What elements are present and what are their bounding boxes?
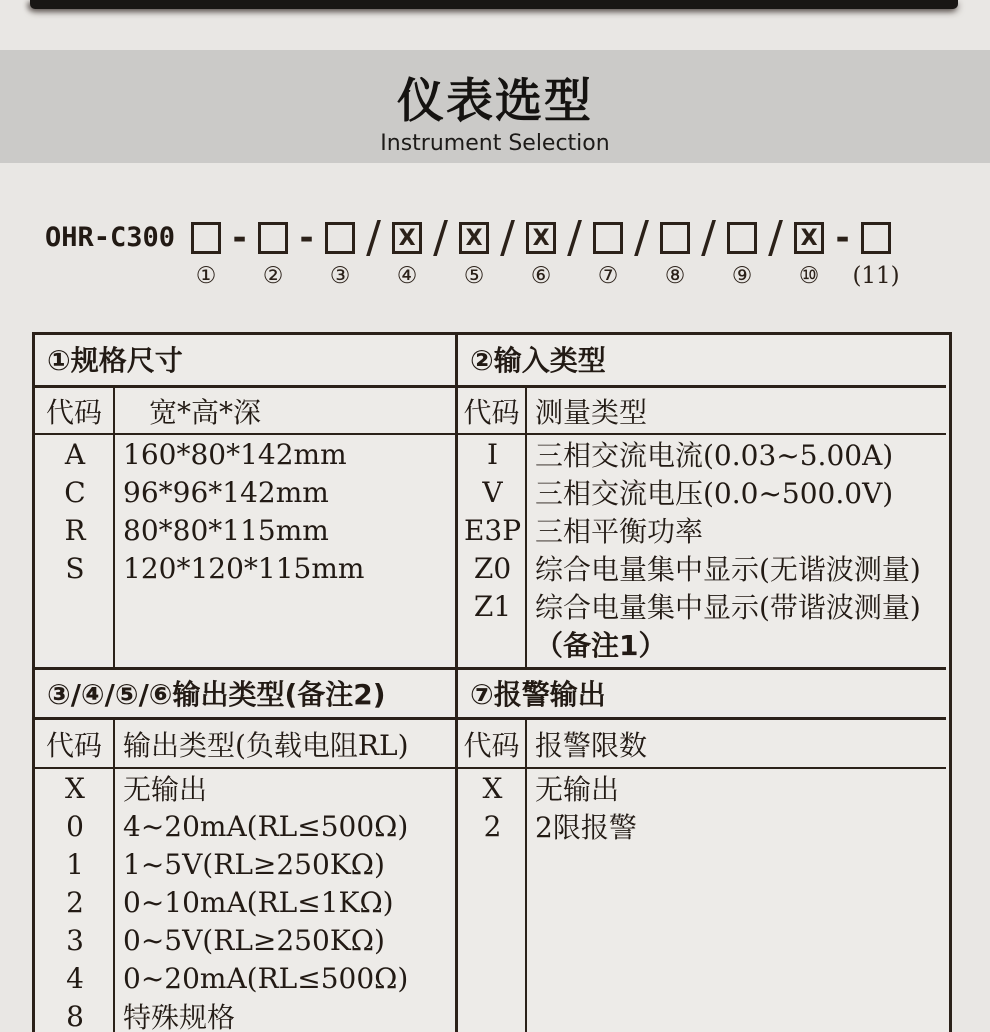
table-row — [35, 511, 455, 549]
model-separator: / — [567, 212, 582, 263]
model-slot-number: ⑨ — [731, 263, 753, 289]
table-row — [458, 549, 946, 587]
table-row — [458, 587, 946, 625]
model-separator: / — [366, 212, 381, 263]
model-slot — [392, 212, 459, 289]
model-separator: / — [768, 212, 783, 263]
model-separator: - — [299, 218, 314, 258]
model-box: X — [526, 222, 556, 254]
row-code: X — [65, 771, 85, 805]
spec-table-header — [35, 388, 455, 435]
row-code: C — [64, 475, 86, 509]
row-desc: 综合电量集中显示(带谐波测量) — [535, 591, 921, 624]
row-desc: 特殊规格 — [123, 1001, 236, 1032]
model-code-diagram — [45, 212, 928, 289]
model-separator: - — [835, 218, 850, 258]
model-slot — [191, 220, 258, 289]
table-row — [458, 473, 946, 511]
table-row — [458, 435, 946, 473]
output-table-title: ③/④/⑤/⑥输出类型(备注2) — [35, 667, 455, 720]
alarm-col-code: 代码 — [458, 720, 527, 767]
row-code: 2 — [483, 809, 502, 843]
model-separator: / — [701, 212, 716, 263]
model-separator: / — [634, 212, 649, 263]
row-desc: 1~5V(RL≥250KΩ) — [123, 847, 385, 881]
row-code: 2 — [66, 885, 84, 919]
model-separator: - — [232, 218, 247, 258]
model-prefix: OHR-C300 — [45, 222, 176, 253]
table-row — [458, 807, 946, 845]
model-slot — [852, 220, 928, 289]
row-desc: （备注1） — [535, 629, 667, 662]
row-code: I — [486, 437, 499, 471]
row-code: X — [482, 771, 503, 805]
row-code: 3 — [66, 923, 84, 957]
row-desc: 120*120*115mm — [123, 551, 365, 585]
model-box — [660, 222, 690, 254]
input-table-body — [458, 435, 946, 667]
output-col-code: 代码 — [35, 720, 115, 767]
page-subtitle: Instrument Selection — [380, 131, 610, 156]
row-desc: 2限报警 — [535, 811, 637, 844]
model-slot-number: ⑤ — [463, 263, 485, 289]
right-table-column — [458, 335, 946, 1032]
model-slot-number: ② — [262, 263, 284, 289]
model-separator: / — [500, 212, 515, 263]
row-desc: 4~20mA(RL≤500Ω) — [123, 809, 409, 843]
model-box — [325, 222, 355, 254]
row-code — [458, 625, 527, 663]
alarm-table-body — [458, 769, 946, 1032]
model-box: X — [459, 222, 489, 254]
row-desc: 0~20mA(RL≤500Ω) — [123, 961, 409, 995]
selection-tables — [32, 332, 952, 1032]
model-slot — [459, 212, 526, 289]
table-row — [35, 997, 455, 1032]
model-slot-number: ① — [195, 263, 217, 289]
row-desc: 0~10mA(RL≤1KΩ) — [123, 885, 394, 919]
table-row — [35, 845, 455, 883]
model-separator: / — [433, 212, 448, 263]
row-desc: 三相平衡功率 — [535, 515, 704, 548]
model-slot — [593, 212, 660, 289]
model-slot-number: ⑧ — [664, 263, 686, 289]
row-code: V — [482, 475, 503, 509]
input-col-code: 代码 — [458, 388, 527, 433]
model-slot — [794, 220, 861, 289]
output-table-header — [35, 720, 455, 769]
input-table-header — [458, 388, 946, 435]
model-slot-number: ⑥ — [530, 263, 552, 289]
row-code: 0 — [66, 809, 84, 843]
model-slot — [258, 220, 325, 289]
spec-col-code: 代码 — [35, 388, 115, 433]
row-code: A — [64, 437, 86, 471]
table-row — [35, 883, 455, 921]
model-box — [258, 222, 288, 254]
row-desc: 80*80*115mm — [123, 513, 329, 547]
table-row — [35, 769, 455, 807]
output-col-desc: 输出类型(负载电阻RL) — [123, 728, 409, 762]
output-table-body — [35, 769, 455, 1032]
row-code: 1 — [66, 847, 84, 881]
table-row — [35, 473, 455, 511]
spec-table-body — [35, 435, 455, 667]
table-row — [35, 435, 455, 473]
page-title: 仪表选型 — [397, 74, 593, 129]
row-code: Z0 — [473, 551, 512, 585]
model-box — [861, 222, 891, 254]
left-table-column — [35, 335, 458, 1032]
row-code: R — [64, 513, 86, 547]
alarm-col-desc: 报警限数 — [535, 728, 648, 762]
model-box — [191, 222, 221, 254]
model-slot-number: ④ — [396, 263, 418, 289]
row-desc: 0~5V(RL≥250KΩ) — [123, 923, 385, 957]
table-row — [458, 625, 946, 663]
model-slot-number: (11) — [852, 263, 900, 289]
table-row — [458, 769, 946, 807]
model-slots — [191, 212, 928, 289]
row-code: S — [65, 551, 85, 585]
alarm-table-title: ⑦报警输出 — [458, 667, 946, 720]
table-row — [35, 807, 455, 845]
row-code: 8 — [66, 999, 84, 1032]
row-desc: 96*96*142mm — [123, 475, 329, 509]
input-col-desc: 测量类型 — [535, 395, 648, 429]
spec-col-desc: 宽*高*深 — [149, 395, 262, 429]
row-desc: 无输出 — [535, 773, 620, 806]
spec-table-title: ①规格尺寸 — [35, 335, 455, 388]
row-code: Z1 — [473, 589, 512, 623]
model-slot-number: ⑩ — [798, 263, 820, 289]
alarm-table-header — [458, 720, 946, 769]
model-box — [593, 222, 623, 254]
row-desc: 无输出 — [123, 773, 208, 806]
table-row — [35, 959, 455, 997]
model-box: X — [392, 222, 422, 254]
model-slot-number: ⑦ — [597, 263, 619, 289]
row-desc: 综合电量集中显示(无谐波测量) — [535, 553, 921, 586]
row-desc: 三相交流电压(0.0~500.0V) — [535, 477, 894, 510]
model-box: X — [794, 222, 824, 254]
table-row — [35, 549, 455, 587]
top-black-bar — [30, 0, 958, 9]
row-code: 4 — [66, 961, 84, 995]
model-slot — [660, 212, 727, 289]
model-slot — [325, 212, 392, 289]
row-desc: 三相交流电流(0.03~5.00A) — [535, 439, 894, 472]
title-band — [0, 50, 990, 163]
input-table-title: ②输入类型 — [458, 335, 946, 388]
table-row — [35, 921, 455, 959]
row-desc: 160*80*142mm — [123, 437, 347, 471]
table-row — [458, 511, 946, 549]
model-slot — [526, 212, 593, 289]
model-slot-number: ③ — [329, 263, 351, 289]
model-box — [727, 222, 757, 254]
row-code: E3P — [463, 513, 522, 547]
model-slot — [727, 212, 794, 289]
